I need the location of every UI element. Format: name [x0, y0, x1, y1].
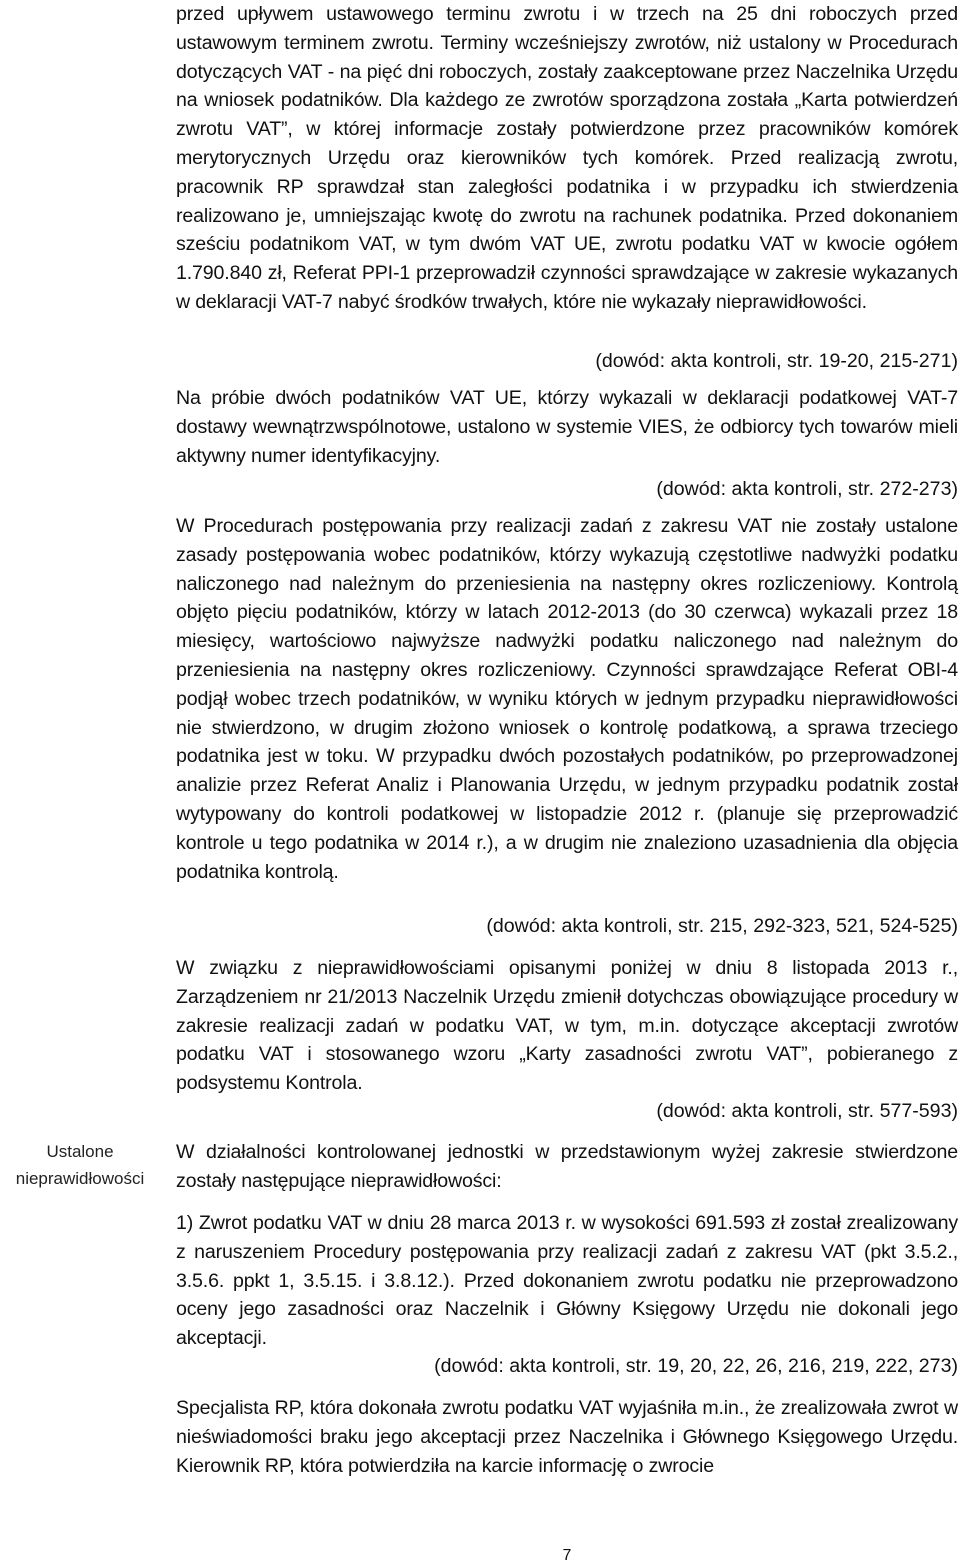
paragraph-explanation: Specjalista RP, która dokonała zwrotu podatku VAT wyjaśniła m.in., że zrealizowała zwrot w nieświadomości braku jego akceptacji przez Naczelnika i Głównego Księgowego Urzędu. Kierownik RP, która potwierdziła na karcie informację o zwrocie	[176, 1397, 958, 1477]
paragraph-ordinance: W związku z nieprawidłowościami opisanymi poniżej w dniu 8 listopada 2013 r., Zarządzeniem nr 21/2013 Naczelnik Urzędu zmienił dotychczas obowiązujące procedury w zakresie realizacji zadań w podatku VAT, w tym, m.in. dotyczące akceptacji zwrotów podatku VAT i stosowanego wzoru „Karty zasadności zwrotu VAT”, pobieranego z podsystemu Kontrola.	[176, 957, 958, 1095]
paragraph-refund-procedure: przed upływem ustawowego terminu zwrotu i w trzech na 25 dni roboczych przed ustawowym terminem zwrotu. Terminy wcześniejszy zwrotów, niż ustalony w Procedurach dotyczących VAT - na pięć dni roboczych, zostały zaakceptowane przez Naczelnika Urzędu na wniosek podatników. Dla każdego ze zwrotów sporządzona została „Karta potwierdzeń zwrotu VAT”, w której informacje zostały potwierdzone przez pracowników komórek merytorycznych Urzędu oraz kierowników tych komórek. Przed realizacją zwrotu, pracownik RP sprawdzał stan zaległości podatnika i w przypadku ich stwierdzenia realizowano je, umniejszając kwotę do zwrotu na rachunek podatnika. Przed dokonaniem sześciu podatnikom VAT, w tym dwóm VAT UE, zwrotu podatku VAT w kwocie ogółem 1.790.840 zł, Referat PPI-1 przeprowadził czynności sprawdzające w zakresie wykazanych w deklaracji VAT-7 nabyć środków trwałych, które nie wykazały nieprawidłowości.	[176, 3, 958, 313]
page-number: 7	[562, 1547, 572, 1564]
paragraph-irregularities-intro: W działalności kontrolowanej jednostki w przedstawionym wyżej zakresie stwierdzone zostały następujące nieprawidłowości:	[176, 1141, 958, 1192]
section-label-line-2: nieprawidłowości	[15, 1169, 145, 1188]
section-label-line-1: Ustalone	[46, 1142, 114, 1161]
margin-sidebar	[0, 0, 160, 1568]
evidence-reference: (dowód: akta kontroli, str. 272-273)	[656, 478, 958, 500]
paragraph-vies-check: Na próbie dwóch podatników VAT UE, którzy wykazali w deklaracji podatkowej VAT-7 dostawy wewnątrzwspólnotowe, ustalono w systemie VIES, że odbiorcy tych towarów mieli aktywny numer identyfikacyjny.	[176, 387, 958, 467]
evidence-reference: (dowód: akta kontroli, str. 19, 20, 22, 26, 216, 219, 222, 273)	[434, 1355, 958, 1377]
evidence-reference: (dowód: akta kontroli, str. 215, 292-323, 521, 524-525)	[486, 915, 958, 937]
evidence-reference: (dowód: akta kontroli, str. 577-593)	[656, 1100, 958, 1122]
section-label	[0, 1138, 160, 1192]
evidence-reference: (dowód: akta kontroli, str. 19-20, 215-271)	[595, 350, 958, 372]
paragraph-surplus-procedures: W Procedurach postępowania przy realizacji zadań z zakresu VAT nie zostały ustalone zasady postępowania wobec podatników, którzy wykazują częstotliwe nadwyżki podatku naliczonego nad należnym do przeniesienia na następny okres rozliczeniowy. Kontrolą objęto pięciu podatników, którzy w latach 2012-2013 (do 30 czerwca) wykazali przez 18 miesięcy, wartościowo najwyższe nadwyżki podatku naliczonego nad należnym do przeniesienia na następny okres rozliczeniowy. Czynności sprawdzające Referat OBI-4 podjął wobec trzech podatników, w wyniku których w jednym przypadku nieprawidłowości nie stwierdzono, w drugim złożono wniosek o kontrolę podatkową, a sprawa trzeciego podatnika jest w toku. W przypadku dwóch pozostałych podatników, po przeprowadzonej analizie przez Referat Analiz i Planowania Urzędu, w jednym przypadku podatnik został wytypowany do kontroli podatkowej w listopadzie 2012 r. (planuje się przeprowadzić kontrole u tego podatnika w 2014 r.), a w drugim nie znaleziono uzasadnienia dla objęcia podatnika kontrolą.	[176, 515, 958, 883]
paragraph-irregularity-1: 1) Zwrot podatku VAT w dniu 28 marca 2013 r. w wysokości 691.593 zł został zrealizowany z naruszeniem Procedury postępowania przy realizacji zadań z zakresu VAT (pkt 3.5.2., 3.5.6. ppkt 1, 3.5.15. i 3.8.12.). Przed dokonaniem zwrotu podatku nie przeprowadzono oceny jego zasadności oraz Naczelnik i Główny Księgowy Urzędu nie dokonali jego akceptacji.	[176, 1212, 958, 1350]
